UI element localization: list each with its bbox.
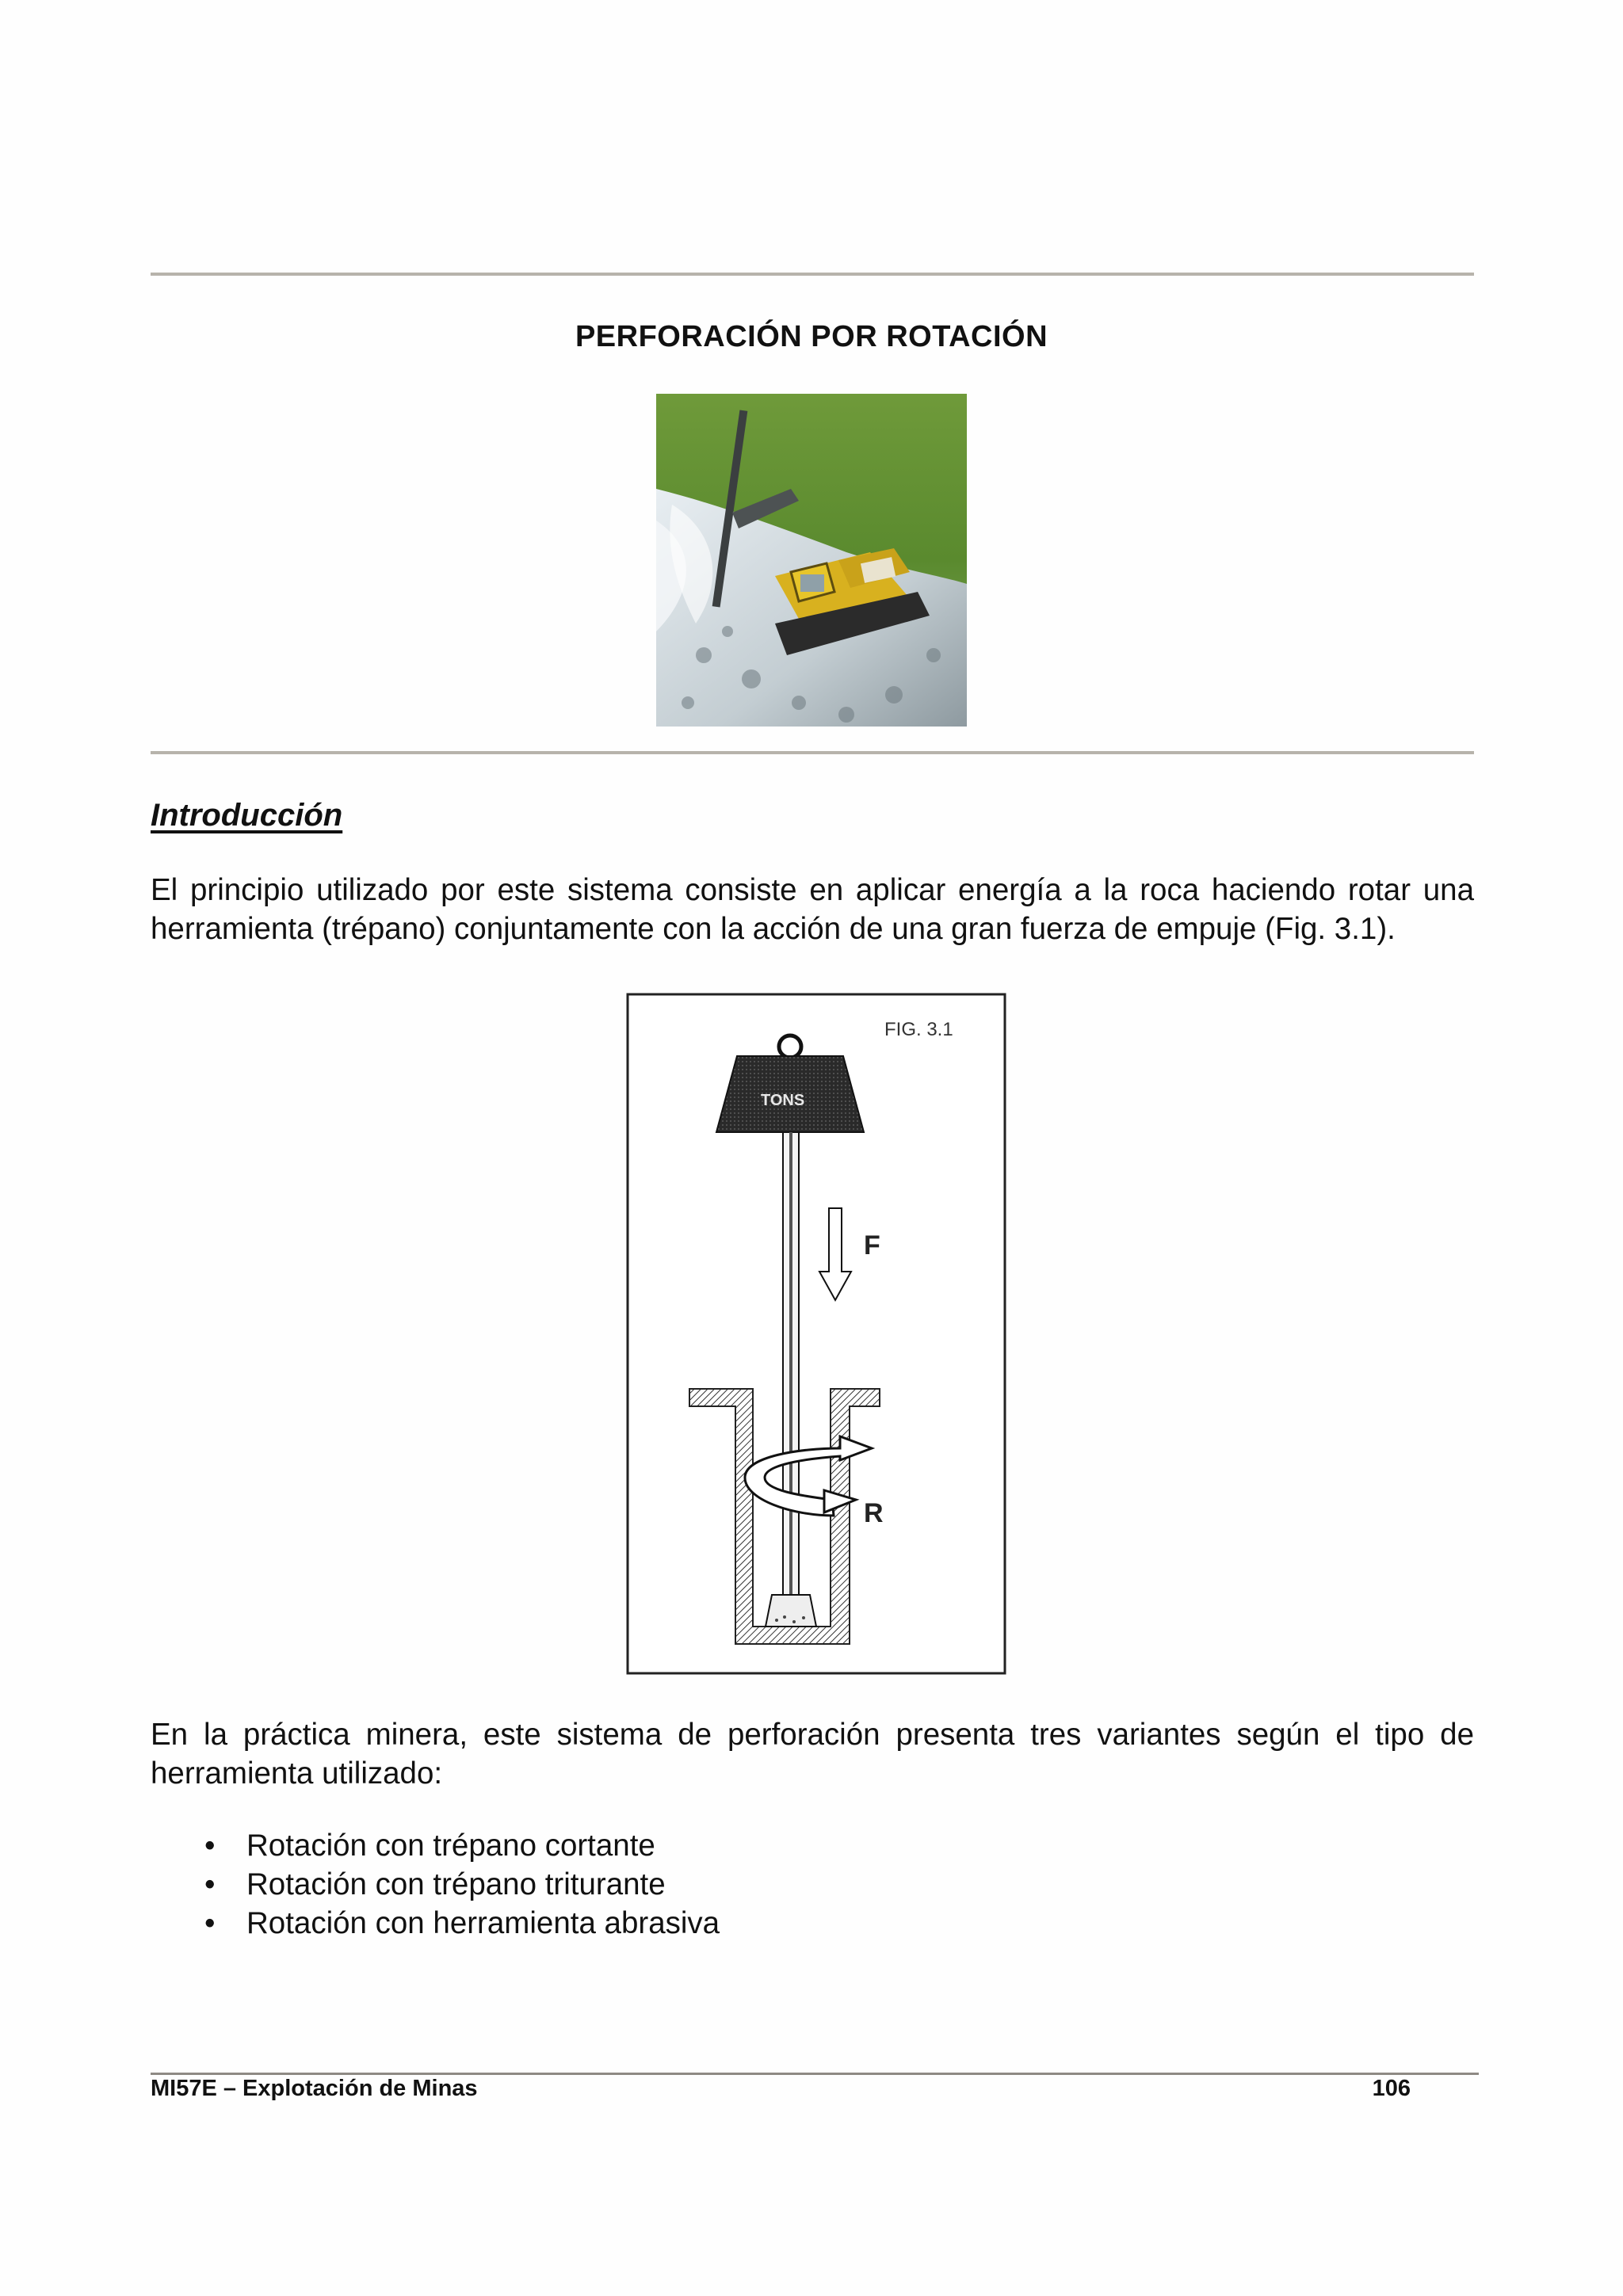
figure-caption: FIG. 3.1	[884, 1019, 953, 1040]
bullet-icon: •	[204, 1906, 216, 1940]
list-item-text: Rotación con herramienta abrasiva	[246, 1906, 720, 1940]
drill-rig-photo	[656, 394, 967, 727]
intro-paragraph: El principio utilizado por este sistema consiste en aplicar energía a la roca haciendo rotar una herramienta (trépano) conjuntamente con la acción de una gran fuerza de empuje (Fig. 3.1).	[151, 873, 1474, 946]
bullet-icon: •	[204, 1829, 216, 1863]
page-title: PERFORACIÓN POR ROTACIÓN	[575, 320, 1048, 353]
top-rule	[151, 273, 1474, 276]
list-item	[151, 1865, 720, 1904]
footer-rule	[151, 2073, 1479, 2075]
mid-rule	[151, 751, 1474, 754]
bullet-icon: •	[204, 1867, 216, 1901]
drill-bit	[766, 1595, 816, 1627]
list-item	[151, 1826, 720, 1865]
variants-list	[151, 1826, 720, 1943]
page-number: 106	[1372, 2076, 1411, 2101]
list-item-text: Rotación con trépano triturante	[246, 1867, 666, 1901]
force-label: F	[864, 1230, 880, 1261]
list-item-text: Rotación con trépano cortante	[246, 1829, 655, 1863]
weight-label: TONS	[761, 1092, 805, 1109]
footer-course: MI57E – Explotación de Minas	[151, 2076, 478, 2101]
page-footer	[151, 2076, 1411, 2102]
section-heading: Introducción	[151, 798, 343, 833]
list-item	[151, 1904, 720, 1943]
variants-paragraph: En la práctica minera, este sistema de perforación presenta tres variantes según el tipo de herramienta utilizado:	[151, 1718, 1474, 1791]
rotation-label: R	[864, 1498, 884, 1528]
figure-3-1	[626, 993, 1006, 1675]
